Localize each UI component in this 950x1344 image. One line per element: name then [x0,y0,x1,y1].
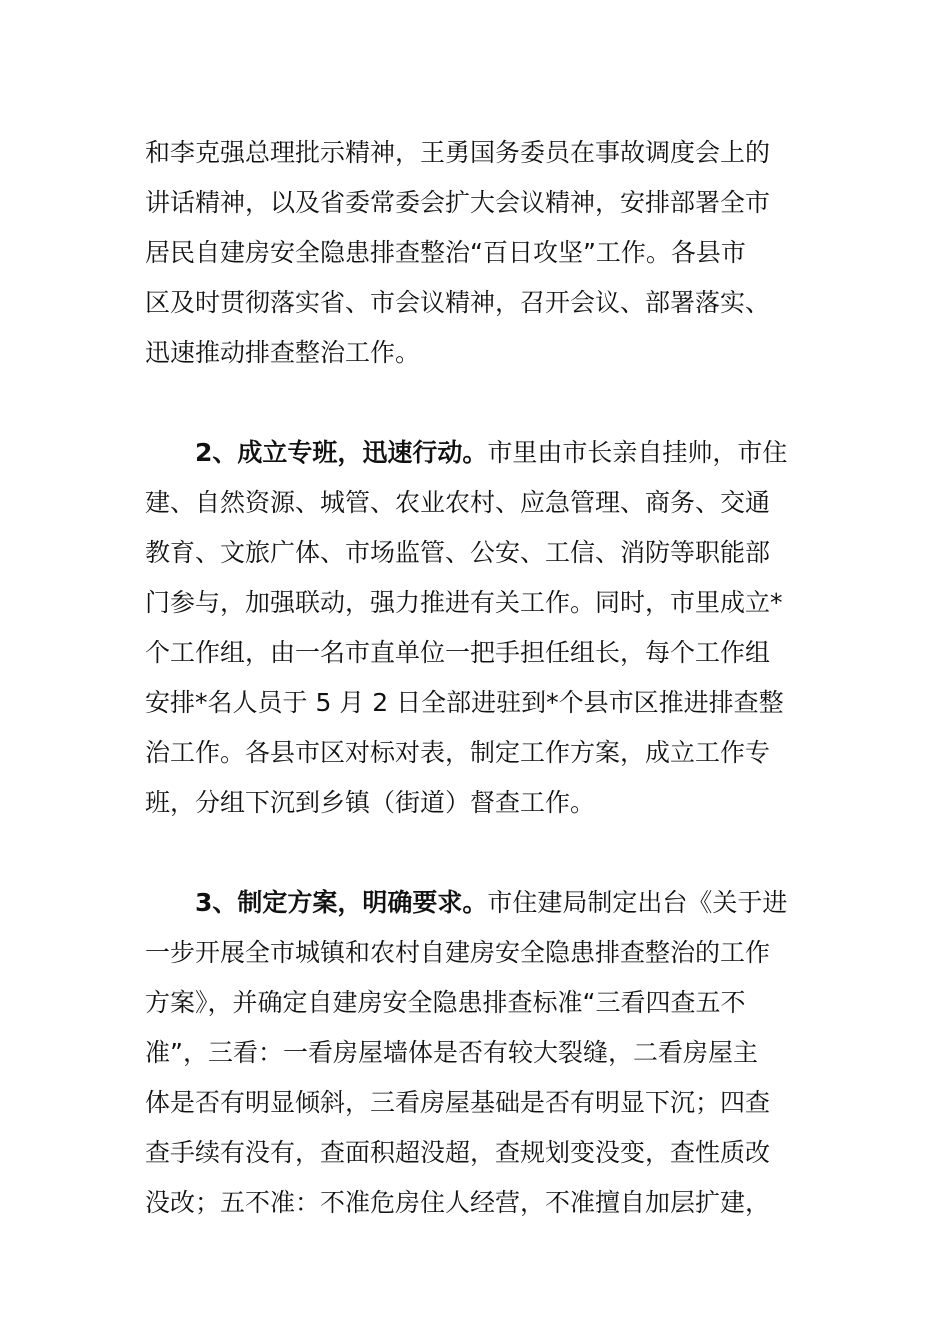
text-line: 教育、文旅广体、市场监管、公安、工信、消防等职能部 [145,538,771,567]
text-line: 准”，三看：一看房屋墙体是否有较大裂缝，二看房屋主 [145,1038,758,1067]
text-line: 班，分组下沉到乡镇（街道）督查工作。 [145,788,596,817]
text-line [145,878,809,928]
text-line [145,428,809,478]
paragraph-2 [145,428,809,828]
text-run: 市住建局制定出台《关于进 [487,888,788,917]
paragraph-gap [145,378,809,428]
text-line: 一步开展全市城镇和农村自建房安全隐患排查整治的工作 [145,938,771,967]
text-line: 建、自然资源、城管、农业农村、应急管理、商务、交通 [145,488,771,517]
text-line: 迅速推动排查整治工作。 [145,338,421,367]
paragraph-3 [145,878,809,1228]
paragraph-heading: 3、制定方案，明确要求。 [195,888,488,917]
text-line: 个工作组，由一名市直单位一把手担任组长，每个工作组 [145,638,771,667]
text-line: 讲话精神，以及省委常委会扩大会议精神，安排部署全市 [145,188,771,217]
text-line: 治工作。各县市区对标对表，制定工作方案，成立工作专 [145,738,771,767]
text-line: 门参与，加强联动，强力推进有关工作。同时，市里成立* [145,588,783,617]
text-run: 市里由市长亲自挂帅，市住 [487,438,788,467]
text-line: 和李克强总理批示精神，王勇国务委员在事故调度会上的 [145,138,771,167]
text-line: 体是否有明显倾斜，三看房屋基础是否有明显下沉；四查 [145,1088,771,1117]
paragraph-1 [145,128,809,378]
text-line: 安排*名人员于 5 月 2 日全部进驻到*个县市区推进排查整 [145,688,784,717]
text-line: 居民自建房安全隐患排查整治“百日攻坚”工作。各县市 [145,238,746,267]
text-line: 方案》，并确定自建房安全隐患排查标准“三看四查五不 [145,988,746,1017]
text-line: 没改；五不准：不准危房住人经营，不准擅自加层扩建， [145,1188,771,1217]
text-line: 区及时贯彻落实省、市会议精神，召开会议、部署落实、 [145,288,771,317]
document-body [145,128,809,1228]
text-line: 查手续有没有，查面积超没超，查规划变没变，查性质改 [145,1138,771,1167]
paragraph-gap [145,828,809,878]
paragraph-heading: 2、成立专班，迅速行动。 [195,438,488,467]
